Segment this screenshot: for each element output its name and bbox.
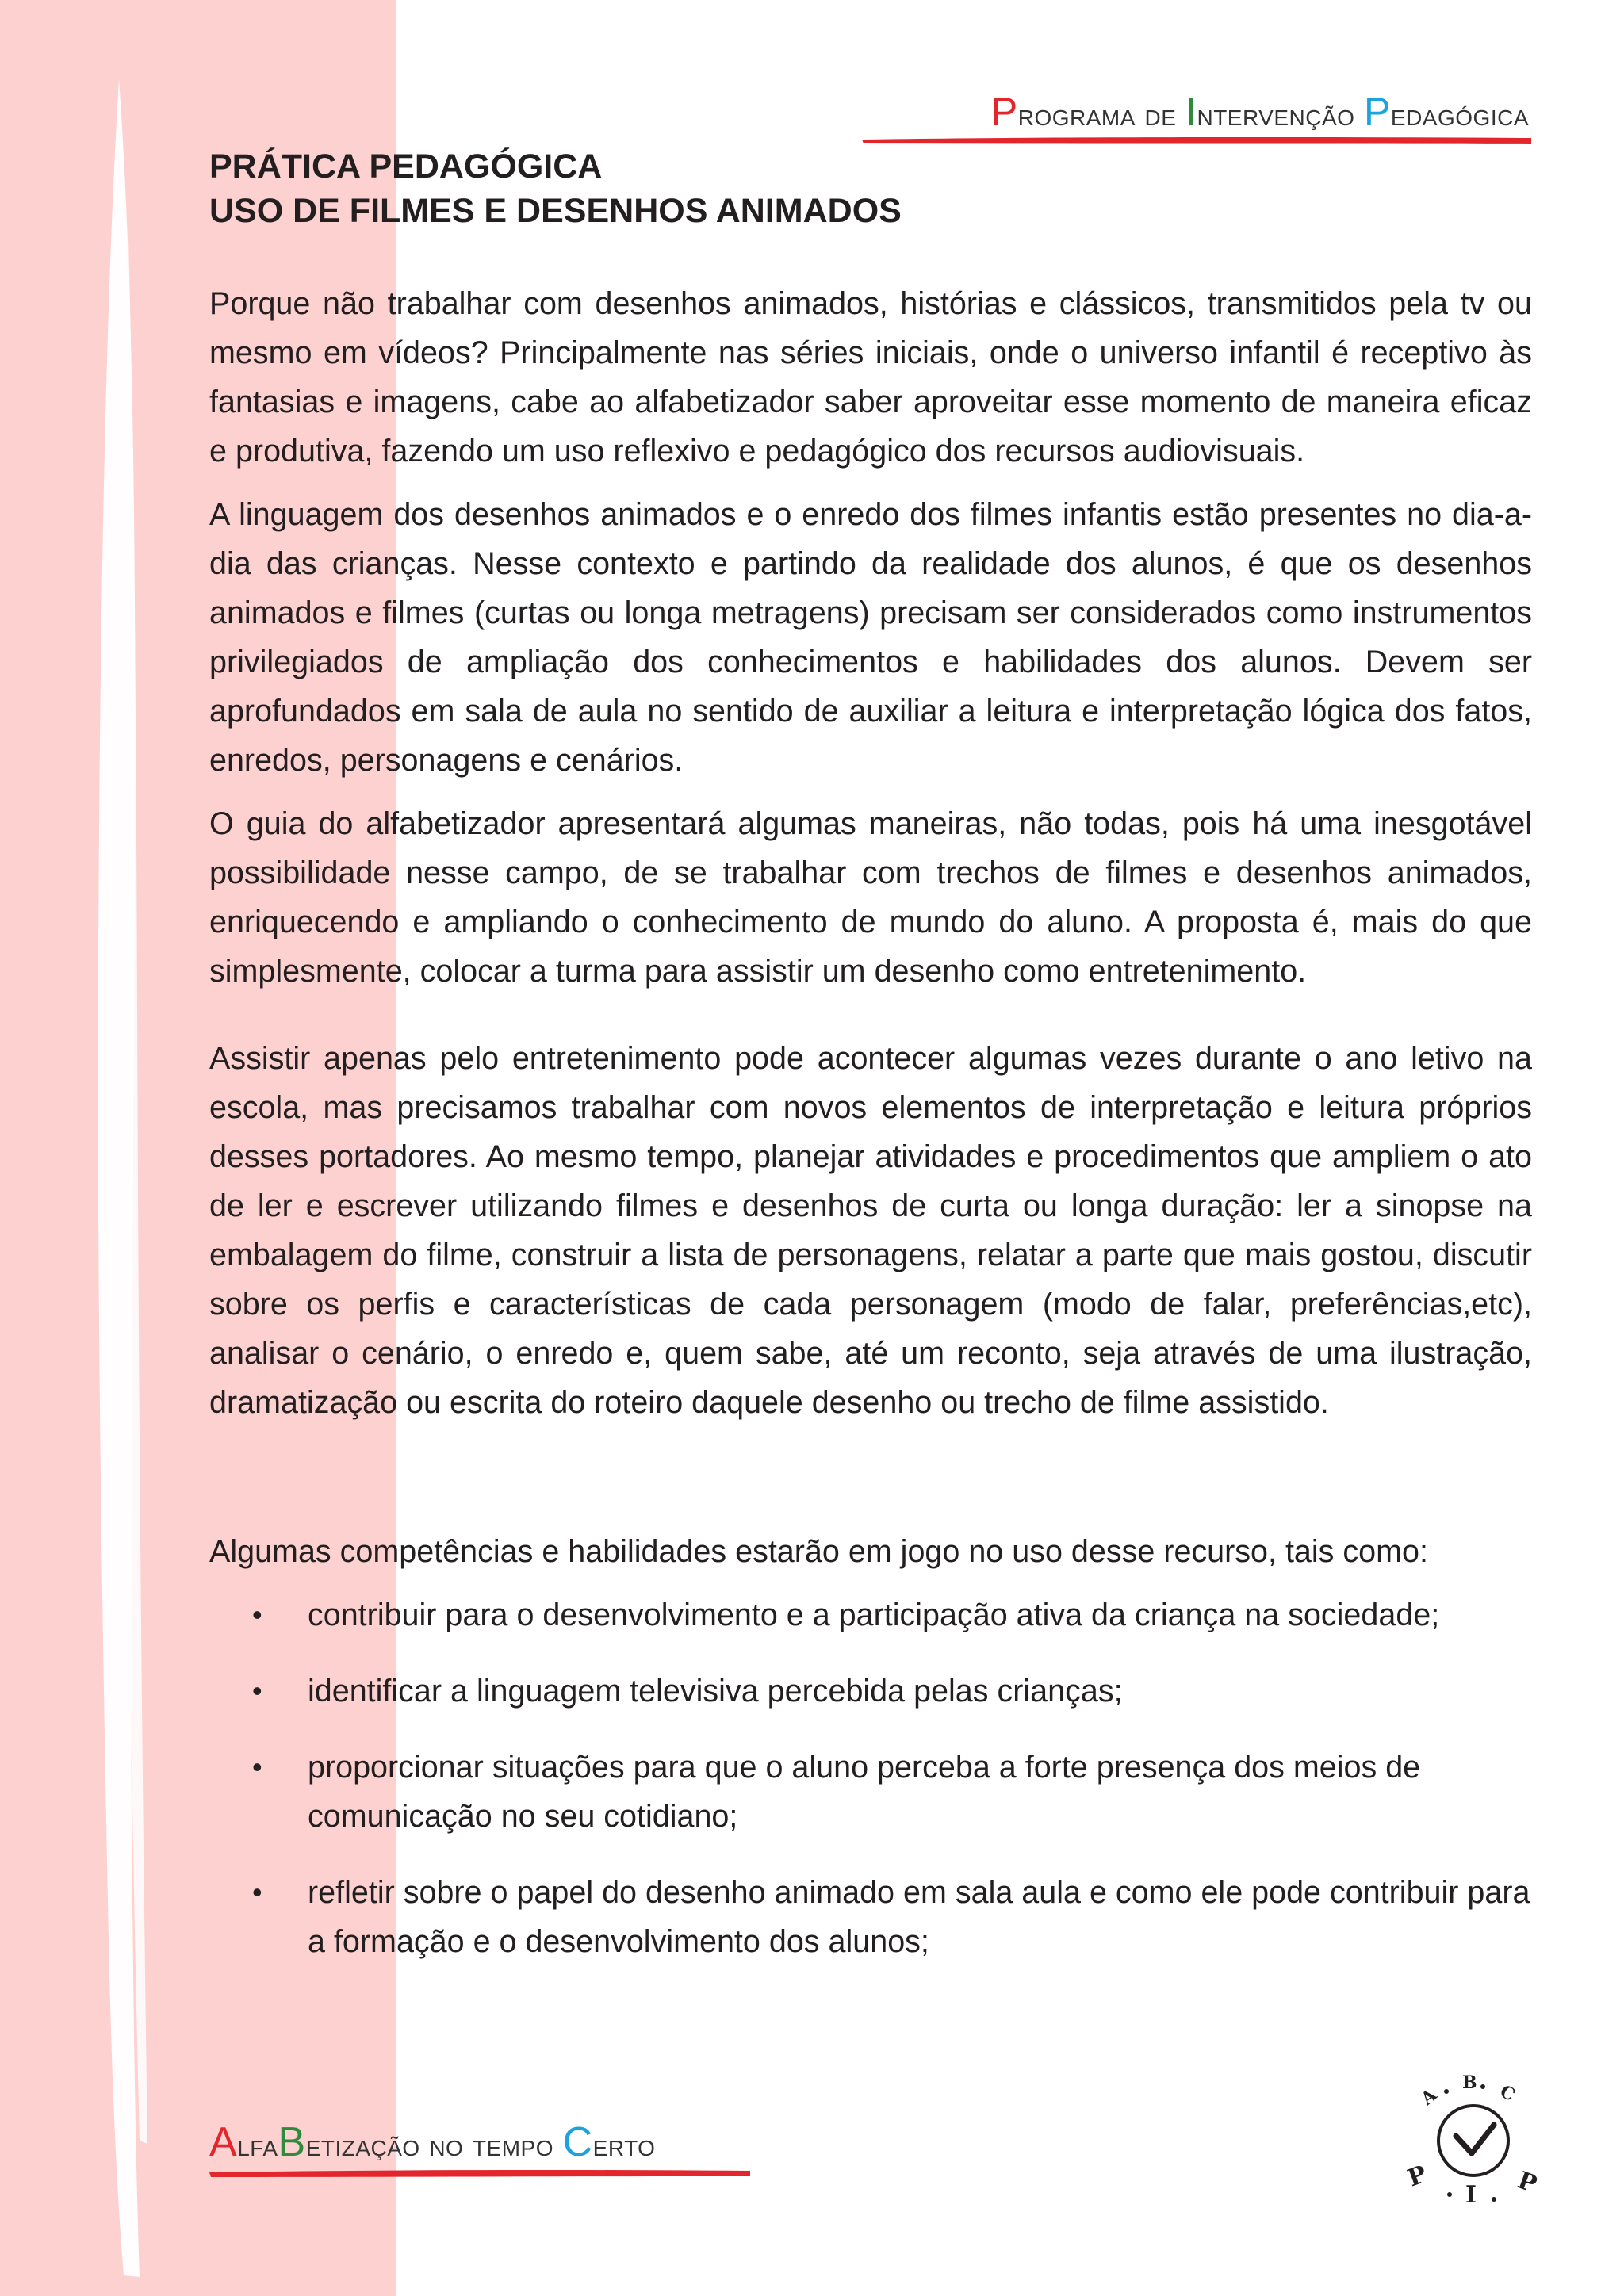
program-header — [991, 89, 1529, 135]
header-seg-1: rograma de — [1017, 98, 1186, 132]
footer-seg-3: etização no tempo — [305, 2128, 563, 2163]
header-seg-2: I — [1185, 90, 1197, 134]
bullet-icon: • — [252, 1751, 262, 1783]
footer-seg-5: erto — [592, 2128, 656, 2163]
list-item — [209, 1743, 1532, 1841]
list-item — [209, 1667, 1532, 1716]
main-content — [209, 279, 1532, 1993]
bullet-icon: • — [252, 1876, 262, 1908]
bullet-icon: • — [252, 1674, 262, 1707]
checkmark-icon — [1456, 2125, 1494, 2153]
logo-letter: P — [1514, 2166, 1541, 2199]
paragraph-4: Assistir apenas pelo entretenimento pode acontecer algumas vezes durante o ano letivo na escola, mas precisamos trabalhar com novos elementos de interpretação e leitura próprios desses portadores. Ao mesmo tempo, planejar atividades e procedimentos que ampliem o ato de ler e escrever utilizando filmes e desenhos de curta ou longa duração: ler a sinopse na embalagem do filme, construir a lista de personagens, relatar a parte que mais gostou, discutir sobre os perfis e características de cada personagem (modo de falar, preferências,etc), analisar o cenário, o enredo e, quem sabe, até um reconto, seja através de uma ilustração, dramatização ou escrita do roteiro daquele desenho ou trecho de filme assistido. — [209, 1041, 1532, 1420]
header-seg-0: P — [990, 90, 1018, 134]
logo-letter: B — [1462, 2072, 1477, 2093]
list-item — [209, 1590, 1532, 1640]
program-footer — [209, 2118, 655, 2166]
bullet-icon: • — [252, 1598, 262, 1631]
logo-letter: C — [1496, 2080, 1519, 2106]
page-title — [209, 144, 902, 233]
title-line-1: PRÁTICA PEDAGÓGICA — [209, 147, 603, 186]
paragraph-3: O guia do alfabetizador apresentará algumas maneiras, não todas, pois há uma inesgotável possibilidade nesse campo, de se trabalhar com trechos de filmes e desenhos animados, enriquecendo e ampliando o conhecimento de mundo do aluno. A proposta é, mais do que simplesmente, colocar a turma para assistir um desenho como entretenimento. — [209, 806, 1532, 989]
logo-letter: I — [1465, 2181, 1477, 2209]
logo-letter: P — [1404, 2160, 1431, 2193]
abc-pip-logo — [1400, 2068, 1543, 2210]
footer-seg-1: lfa — [237, 2128, 278, 2163]
footer-seg-0: A — [209, 2119, 238, 2165]
competencies-list — [209, 1590, 1532, 1966]
footer-seg-4: C — [562, 2119, 593, 2165]
list-item-text: refletir sobre o papel do desenho animado em sala aula e como ele pode contribuir para a formação e o desenvolvimento dos alunos; — [308, 1875, 1530, 1959]
brush-stroke-decoration — [0, 0, 190, 2296]
list-item-text: contribuir para o desenvolvimento e a participação ativa da criança na sociedade; — [308, 1598, 1440, 1632]
footer-seg-2: B — [278, 2119, 306, 2165]
list-item — [209, 1868, 1532, 1966]
header-seg-3: ntervenção — [1197, 98, 1365, 132]
paragraph-1: Porque não trabalhar com desenhos animados, histórias e clássicos, transmitidos pela tv ou mesmo em vídeos? Principalmente nas séries iniciais, onde o universo infantil é receptivo às fantasias e imagens, cabe ao alfabetizador saber aproveitar esse momento de maneira eficaz e produtiva, fazendo um uso reflexivo e pedagógico dos recursos audiovisuais. — [209, 286, 1532, 469]
title-line-2: USO DE FILMES E DESENHOS ANIMADOS — [209, 192, 902, 230]
logo-letter: A — [1417, 2084, 1441, 2110]
header-seg-5: edagógica — [1390, 98, 1529, 132]
list-intro: Algumas competências e habilidades estarão em jogo no uso desse recurso, tais como: — [209, 1534, 1428, 1569]
list-item-text: proporcionar situações para que o aluno perceba a forte presença dos meios de comunicação no seu cotidiano; — [308, 1750, 1421, 1834]
header-seg-4: P — [1364, 90, 1391, 134]
paragraph-2: A linguagem dos desenhos animados e o enredo dos filmes infantis estão presentes no dia-a-dia das crianças. Nesse contexto e partindo da realidade dos alunos, é que os desenhos animados e filmes (curtas ou longa metragens) precisam ser considerados como instrumentos privilegiados de ampliação dos conhecimentos e habilidades dos alunos. Devem ser aprofundados em sala de aula no sentido de auxiliar a leitura e interpretação lógica dos fatos, enredos, personagens e cenários. — [209, 497, 1532, 778]
footer-underline — [208, 2165, 752, 2181]
header-underline — [860, 133, 1533, 149]
list-item-text: identificar a linguagem televisiva percebida pelas crianças; — [308, 1674, 1123, 1709]
